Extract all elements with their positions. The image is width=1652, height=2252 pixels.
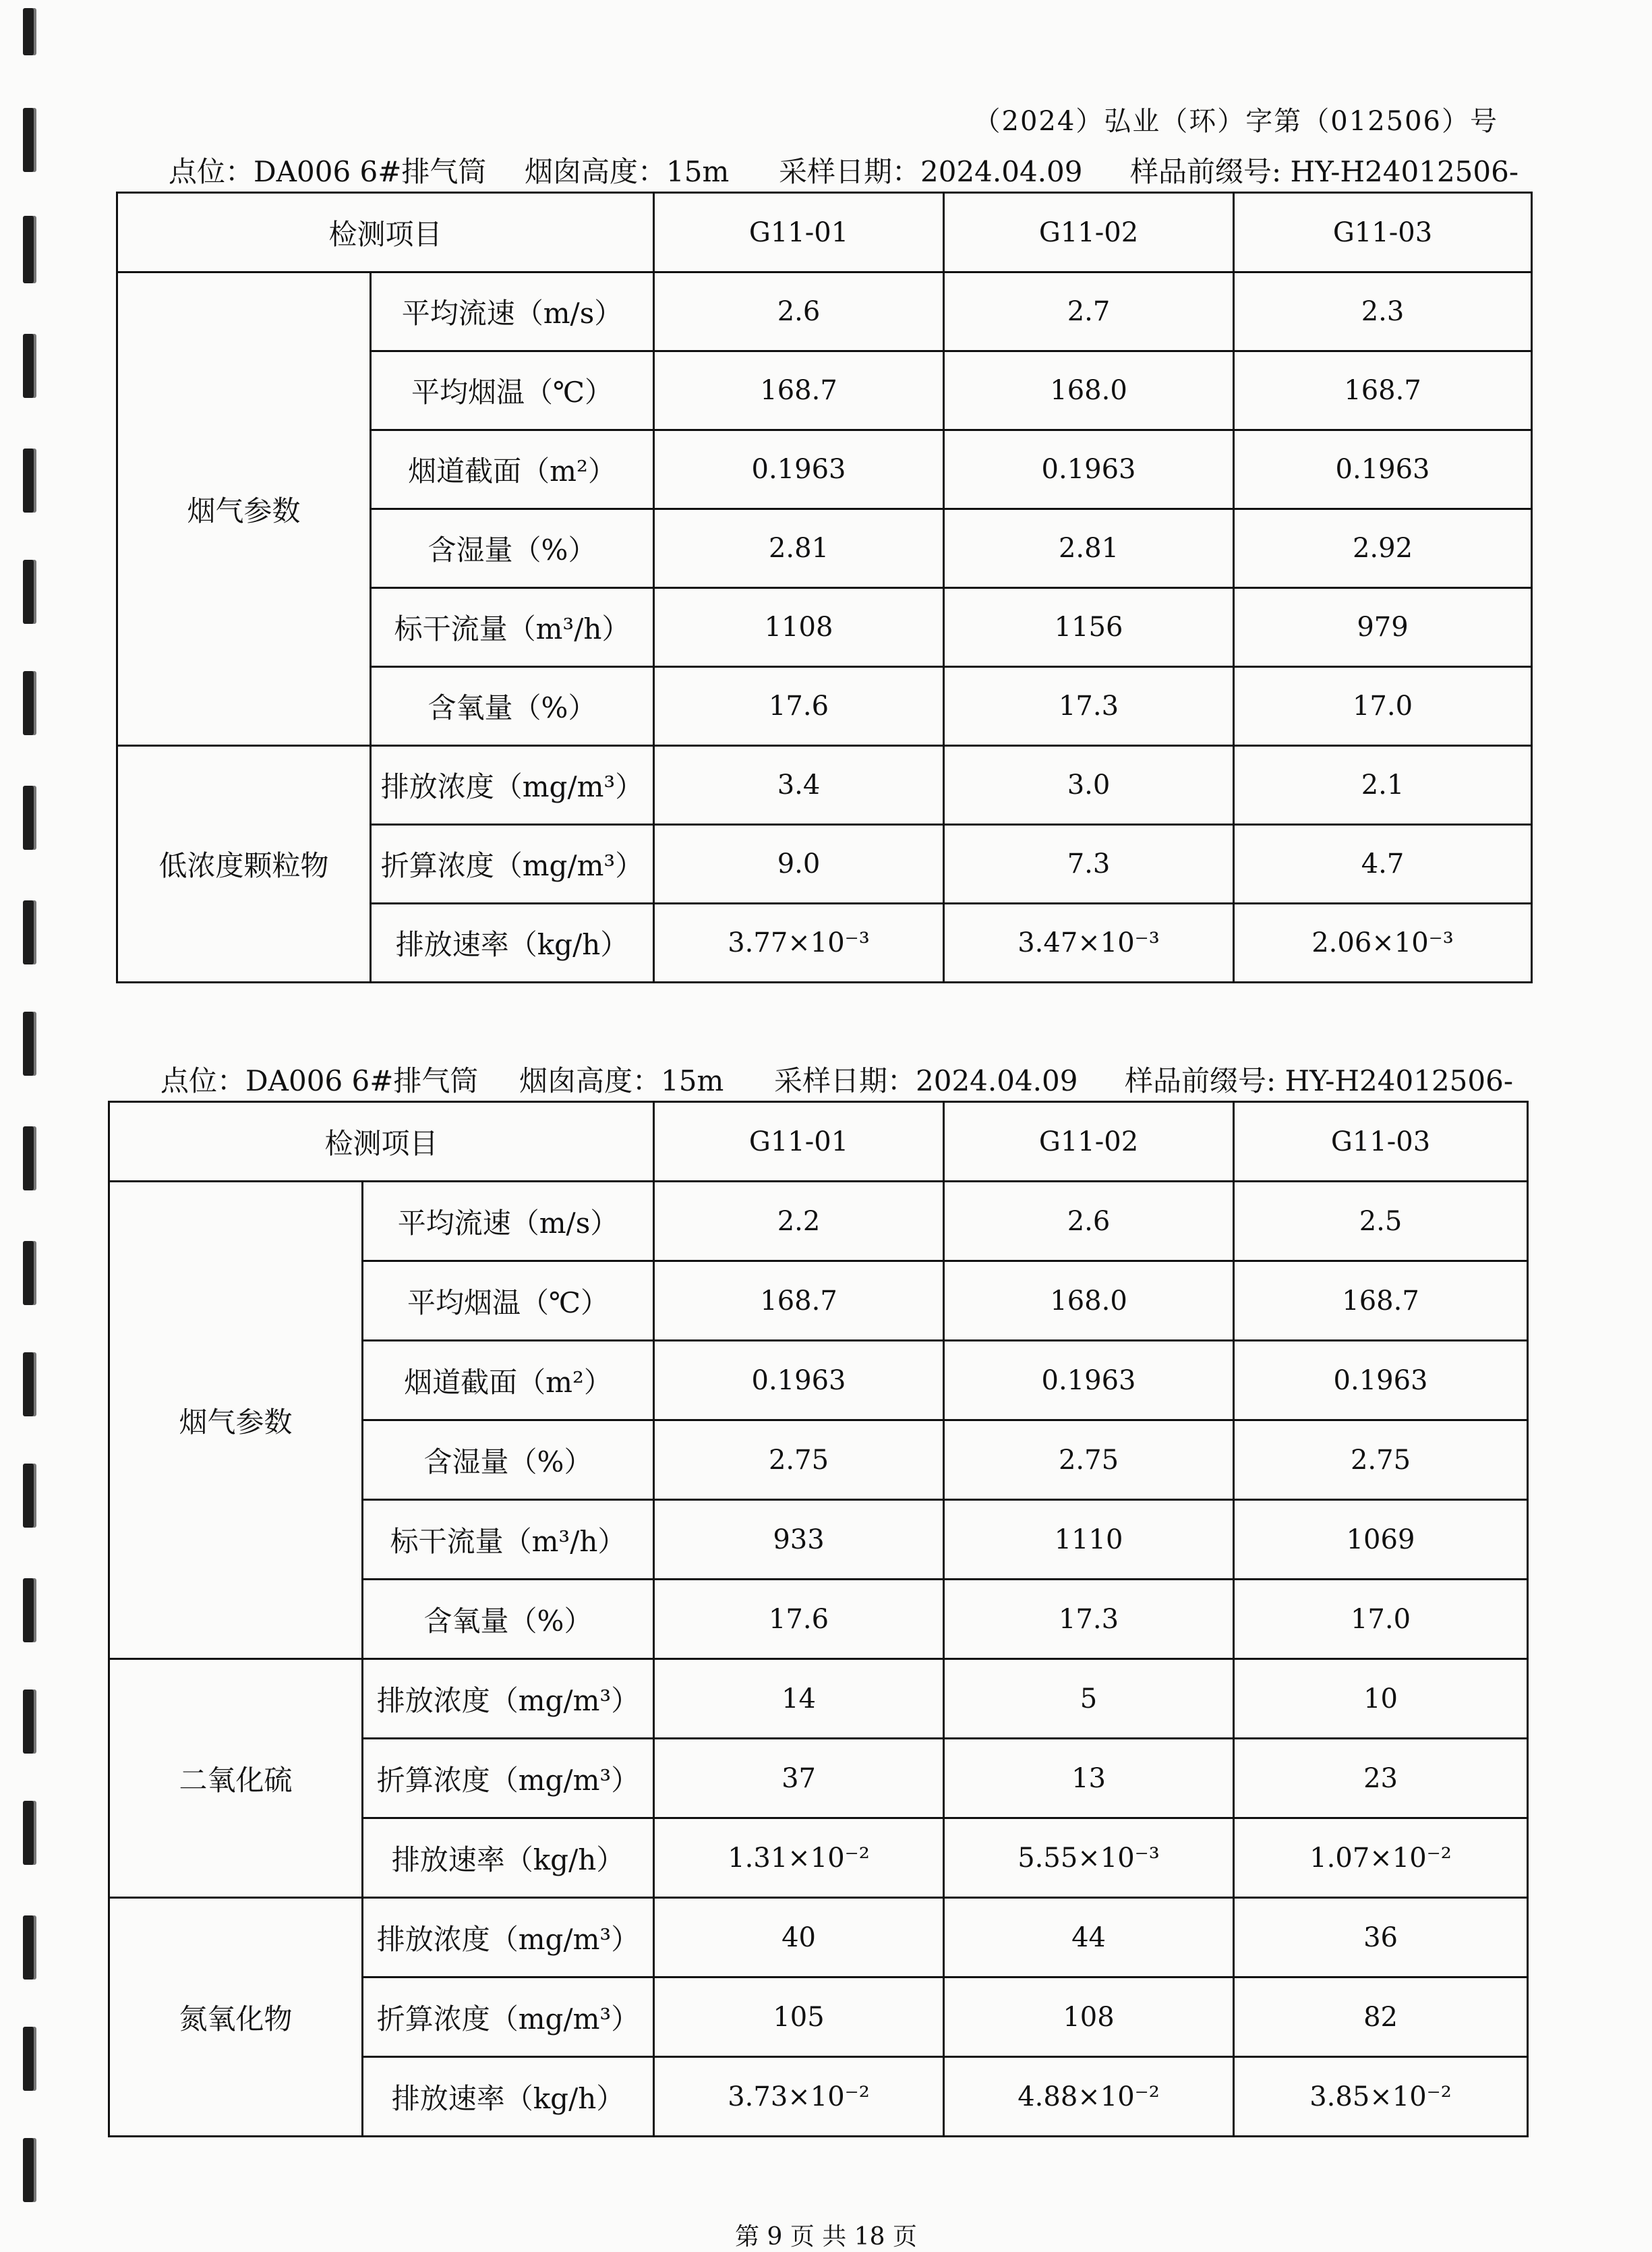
value-cell: 2.75 [1234, 1420, 1528, 1500]
param-label: 平均流速（m/s） [363, 1182, 654, 1261]
header-item: 检测项目 [109, 1102, 654, 1182]
param-label: 平均烟温（℃） [371, 351, 654, 430]
value-cell: 2.81 [944, 509, 1234, 588]
param-label: 标干流量（m³/h） [363, 1500, 654, 1580]
param-label: 标干流量（m³/h） [371, 588, 654, 667]
header-col: G11-01 [654, 1102, 944, 1182]
value-cell: 168.0 [944, 351, 1234, 430]
table-row [109, 1898, 1528, 1977]
param-label: 折算浓度（mg/m³） [363, 1977, 654, 2057]
page-number: 第 9 页 共 18 页 [735, 2223, 917, 2251]
param-label: 排放浓度（mg/m³） [363, 1898, 654, 1977]
param-label: 含湿量（%） [371, 509, 654, 588]
value-cell: 979 [1234, 588, 1532, 667]
value-cell: 3.0 [944, 746, 1234, 825]
param-label: 排放速率（kg/h） [363, 1818, 654, 1898]
value-cell: 0.1963 [654, 1341, 944, 1420]
value-cell: 2.1 [1234, 746, 1532, 825]
value-cell: 17.3 [944, 1580, 1234, 1659]
value-cell: 2.75 [654, 1420, 944, 1500]
value-cell: 933 [654, 1500, 944, 1580]
value-cell: 2.92 [1234, 509, 1532, 588]
value-cell: 14 [654, 1659, 944, 1739]
value-cell: 5.55×10⁻³ [944, 1818, 1234, 1898]
section-2-meta [0, 1059, 1652, 1099]
value-cell: 2.6 [944, 1182, 1234, 1261]
header-col: G11-02 [944, 1102, 1234, 1182]
value-cell: 3.47×10⁻³ [944, 904, 1234, 983]
value-cell: 7.3 [944, 825, 1234, 904]
value-cell: 2.06×10⁻³ [1234, 904, 1532, 983]
param-label: 含氧量（%） [363, 1580, 654, 1659]
param-label: 折算浓度（mg/m³） [371, 825, 654, 904]
value-cell: 17.0 [1234, 1580, 1528, 1659]
table-row [117, 272, 1532, 351]
value-cell: 44 [944, 1898, 1234, 1977]
table-header-row [117, 193, 1532, 272]
value-cell: 17.6 [654, 1580, 944, 1659]
sampling-date: 采样日期：2024.04.09 [774, 1064, 1078, 1097]
header-col: G11-03 [1234, 1102, 1528, 1182]
value-cell: 2.2 [654, 1182, 944, 1261]
param-label: 平均烟温（℃） [363, 1261, 654, 1341]
value-cell: 82 [1234, 1977, 1528, 2057]
group-label: 烟气参数 [109, 1182, 363, 1659]
value-cell: 36 [1234, 1898, 1528, 1977]
value-cell: 5 [944, 1659, 1234, 1739]
value-cell: 4.7 [1234, 825, 1532, 904]
sample-prefix: 样品前缀号: HY-H24012506- [1130, 155, 1519, 188]
param-label: 排放浓度（mg/m³） [363, 1659, 654, 1739]
param-label: 平均流速（m/s） [371, 272, 654, 351]
header-col: G11-02 [944, 193, 1234, 272]
group-label: 氮氧化物 [109, 1898, 363, 2137]
value-cell: 1069 [1234, 1500, 1528, 1580]
value-cell: 1110 [944, 1500, 1234, 1580]
group-label: 烟气参数 [117, 272, 371, 746]
value-cell: 168.7 [654, 1261, 944, 1341]
value-cell: 0.1963 [944, 1341, 1234, 1420]
report-number: （2024）弘业（环）字第（012506）号 [973, 106, 1498, 137]
value-cell: 17.3 [944, 667, 1234, 746]
value-cell: 168.0 [944, 1261, 1234, 1341]
value-cell: 1108 [654, 588, 944, 667]
value-cell: 17.6 [654, 667, 944, 746]
value-cell: 3.4 [654, 746, 944, 825]
value-cell: 2.7 [944, 272, 1234, 351]
value-cell: 2.6 [654, 272, 944, 351]
value-cell: 1156 [944, 588, 1234, 667]
value-cell: 13 [944, 1739, 1234, 1818]
value-cell: 0.1963 [654, 430, 944, 509]
value-cell: 2.81 [654, 509, 944, 588]
stack-height: 烟囱高度：15m [519, 1064, 724, 1097]
value-cell: 40 [654, 1898, 944, 1977]
param-label: 烟道截面（m²） [371, 430, 654, 509]
sampling-date: 采样日期：2024.04.09 [779, 155, 1083, 188]
stack-height: 烟囱高度：15m [525, 155, 730, 188]
value-cell: 4.88×10⁻² [944, 2057, 1234, 2137]
value-cell: 105 [654, 1977, 944, 2057]
sampling-point: 点位：DA006 6#排气筒 [169, 155, 487, 188]
value-cell: 10 [1234, 1659, 1528, 1739]
value-cell: 0.1963 [1234, 1341, 1528, 1420]
sample-prefix: 样品前缀号: HY-H24012506- [1125, 1064, 1514, 1097]
table-row [109, 1182, 1528, 1261]
value-cell: 9.0 [654, 825, 944, 904]
value-cell: 0.1963 [1234, 430, 1532, 509]
table-header-row [109, 1102, 1528, 1182]
value-cell: 23 [1234, 1739, 1528, 1818]
results-table-1 [116, 192, 1533, 983]
param-label: 含氧量（%） [371, 667, 654, 746]
value-cell: 1.07×10⁻² [1234, 1818, 1528, 1898]
param-label: 排放速率（kg/h） [371, 904, 654, 983]
value-cell: 3.85×10⁻² [1234, 2057, 1528, 2137]
param-label: 排放浓度（mg/m³） [371, 746, 654, 825]
value-cell: 168.7 [654, 351, 944, 430]
value-cell: 168.7 [1234, 351, 1532, 430]
table-row [109, 1659, 1528, 1739]
value-cell: 3.77×10⁻³ [654, 904, 944, 983]
param-label: 含湿量（%） [363, 1420, 654, 1500]
value-cell: 2.5 [1234, 1182, 1528, 1261]
value-cell: 37 [654, 1739, 944, 1818]
sampling-point: 点位：DA006 6#排气筒 [160, 1064, 479, 1097]
group-label: 二氧化硫 [109, 1659, 363, 1898]
section-1-meta [0, 150, 1652, 190]
header-col: G11-01 [654, 193, 944, 272]
param-label: 烟道截面（m²） [363, 1341, 654, 1420]
param-label: 折算浓度（mg/m³） [363, 1739, 654, 1818]
value-cell: 0.1963 [944, 430, 1234, 509]
value-cell: 2.3 [1234, 272, 1532, 351]
param-label: 排放速率（kg/h） [363, 2057, 654, 2137]
header-col: G11-03 [1234, 193, 1532, 272]
value-cell: 2.75 [944, 1420, 1234, 1500]
value-cell: 17.0 [1234, 667, 1532, 746]
group-label: 低浓度颗粒物 [117, 746, 371, 983]
table-row [117, 746, 1532, 825]
header-item: 检测项目 [117, 193, 654, 272]
value-cell: 1.31×10⁻² [654, 1818, 944, 1898]
results-table-2 [108, 1101, 1529, 2137]
value-cell: 108 [944, 1977, 1234, 2057]
binding-holes [19, 0, 46, 2247]
value-cell: 3.73×10⁻² [654, 2057, 944, 2137]
value-cell: 168.7 [1234, 1261, 1528, 1341]
